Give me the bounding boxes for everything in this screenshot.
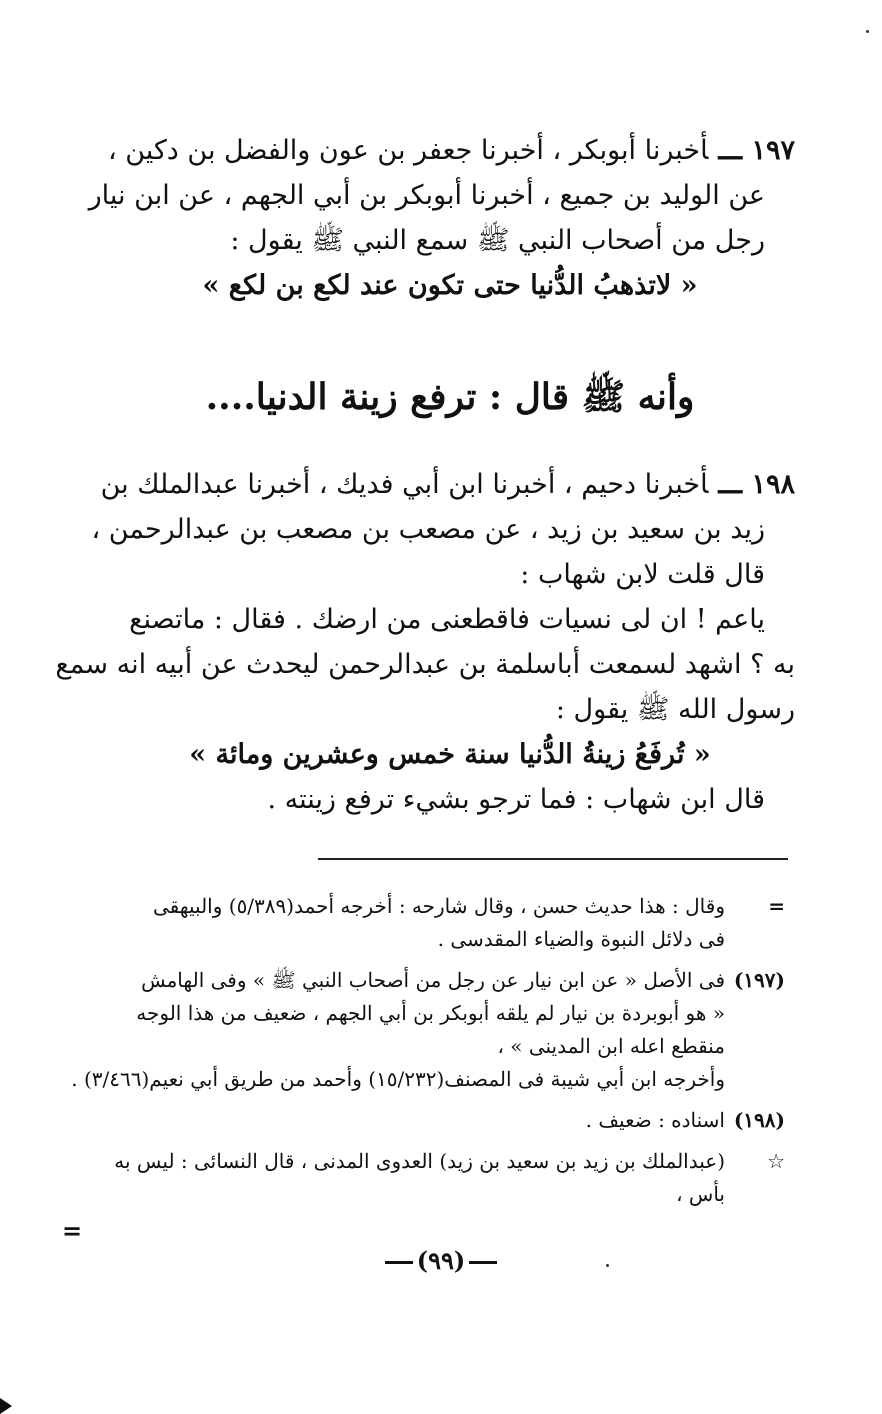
hadith-198 bbox=[55, 462, 795, 822]
footnote-text: وأخرجه ابن أبي شيبة فى المصنف(١٥/٢٣٢) وأحمد من طريق أبي نعيم(٣/٤٦٦) . bbox=[71, 1067, 725, 1091]
hadith-197-line-2: عن الوليد بن جميع ، أخبرنا أبوبكر بن أبي الجهم ، عن ابن نيار bbox=[88, 180, 765, 211]
continuation-mark: = bbox=[768, 894, 785, 918]
footnote-text: فى الأصل « عن ابن نيار عن رجل من أصحاب النبي ﷺ » وفى الهامش bbox=[141, 968, 725, 992]
footnote-separator bbox=[318, 858, 788, 860]
continuation-mark-left: = bbox=[62, 1216, 83, 1245]
hadith-198-line-7: قال ابن شهاب : فما ترجو بشيء ترفع زينته . bbox=[267, 784, 765, 815]
footnotes bbox=[71, 890, 785, 1219]
footnote-text: اسناده : ضعيف . bbox=[585, 1108, 725, 1132]
hadith-197-quote: « لاتذهبُ الدُّنيا حتى تكون عند لكع بن لكع » bbox=[202, 270, 698, 301]
footnote-star bbox=[105, 1145, 785, 1211]
hadith-198-quote: « تُرفَعُ زينةُ الدُّنيا سنة خمس وعشرين ومائة » bbox=[189, 739, 711, 770]
hadith-197-number: ١٩٧ ـــ bbox=[718, 135, 795, 166]
hadith-197 bbox=[88, 128, 795, 308]
page-number: (٩٩) bbox=[0, 1246, 882, 1275]
dash-decoration bbox=[469, 1261, 497, 1264]
footnote-text: (عبدالملك بن زيد بن سعيد بن زيد) العدوى المدنى ، قال النسائى : ليس به bbox=[114, 1149, 725, 1173]
hadith-198-line-3: قال قلت لابن شهاب : bbox=[520, 559, 765, 590]
footnote-text: منقطع اعله ابن المدينى » ، bbox=[497, 1034, 725, 1058]
hadith-197-line-3: رجل من أصحاب النبي ﷺ سمع النبي ﷺ يقول : bbox=[230, 225, 765, 256]
hadith-198-line-1: ١٩٨ ـــأخبرنا دحيم ، أخبرنا ابن أبي فديك ، أخبرنا عبدالملك بن bbox=[100, 469, 795, 500]
footnote-text: وقال : هذا حديث حسن ، وقال شارحه : أخرجه أحمد(٥/٣٨٩) والبيهقى bbox=[153, 894, 725, 918]
footnote-198-mark: (١٩٨) bbox=[733, 1108, 785, 1132]
scan-speck bbox=[866, 30, 869, 33]
footnote-text: بأس ، bbox=[676, 1182, 725, 1206]
footnote-198 bbox=[105, 1104, 785, 1137]
hadith-198-line-6: رسول الله ﷺ يقول : bbox=[555, 694, 795, 725]
hadith-198-line-2: زيد بن سعيد بن زيد ، عن مصعب بن مصعب بن عبدالرحمن ، bbox=[91, 514, 765, 545]
footnote-continuation bbox=[105, 890, 785, 956]
star-icon: ☆ bbox=[767, 1149, 785, 1173]
footnote-197 bbox=[71, 964, 785, 1096]
footnote-text: فى دلائل النبوة والضياء المقدسى . bbox=[437, 927, 725, 951]
hadith-198-number: ١٩٨ ـــ bbox=[718, 469, 795, 500]
hadith-198-line-5: به ؟ اشهد لسمعت أباسلمة بن عبدالرحمن ليحدث عن أبيه انه سمع bbox=[55, 649, 795, 680]
scan-speck bbox=[606, 1264, 609, 1267]
hadith-198-line-4: ياعم ! ان لى نسيات فاقطعنى من ارضك . فقال : ماتصنع bbox=[129, 604, 765, 635]
footnote-text: « هو أبوبردة بن نيار لم يلقه أبوبكر بن أبي الجهم ، ضعيف من هذا الوجه bbox=[136, 1001, 725, 1025]
hadith-197-line-1: ١٩٧ ـــأخبرنا أبوبكر ، أخبرنا جعفر بن عون والفضل بن دكين ، bbox=[107, 135, 795, 166]
footnote-197-mark: (١٩٧) bbox=[733, 968, 785, 992]
section-heading: وأنه ﷺ قال : ترفع زينة الدنيا.... bbox=[205, 376, 695, 418]
page-number-value: ٩٩ bbox=[428, 1246, 454, 1275]
dash-decoration bbox=[385, 1261, 413, 1264]
corner-mark bbox=[0, 1398, 12, 1414]
